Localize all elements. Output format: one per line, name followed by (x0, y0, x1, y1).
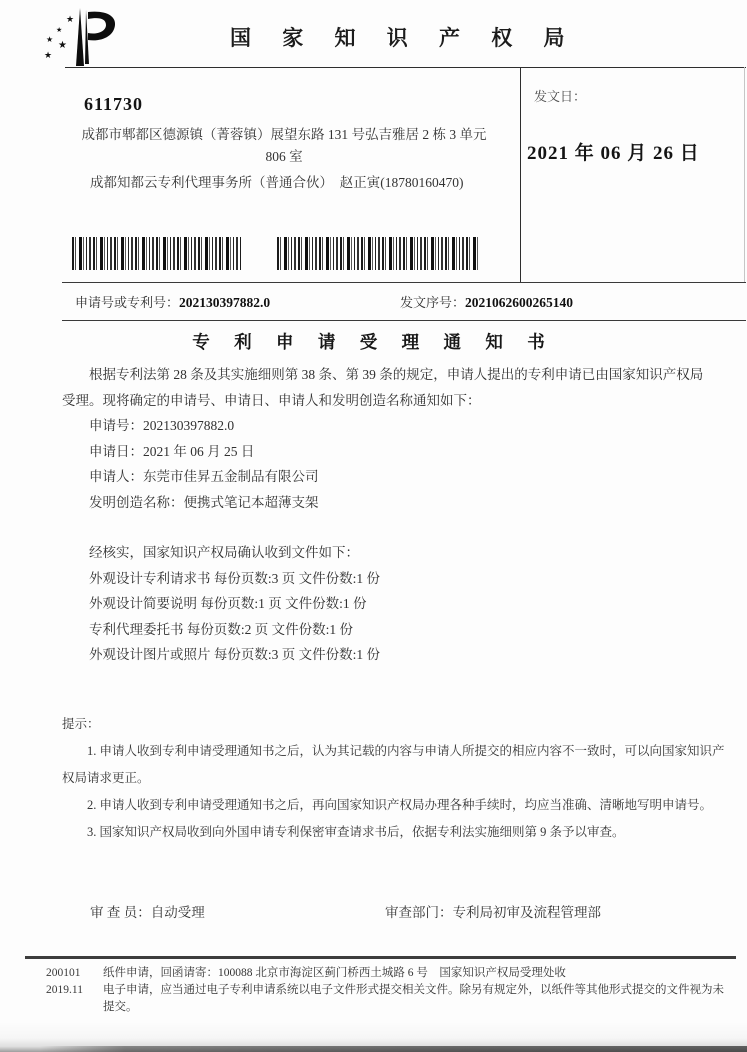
examiner-label: 审 查 员： (90, 905, 151, 920)
recipient-address (60, 124, 508, 168)
spacer (62, 515, 708, 540)
footer-row-paper (0, 965, 747, 982)
address-line-2: 806 室 (265, 149, 303, 164)
note-item: 1. 申请人收到专利申请受理通知书之后，认为其记载的内容与申请人所提交的相应内容不一致时，可以向国家知识产权局请求更正。 (62, 744, 725, 785)
field-value: 202130397882.0 (143, 418, 235, 433)
notes-section (62, 711, 726, 846)
barcode-left (72, 237, 241, 270)
document-body (62, 362, 708, 668)
received-documents (62, 540, 708, 668)
footer-row-electronic (0, 982, 747, 1016)
field-value: 2021 年 06 月 25 日 (143, 443, 255, 459)
field-value: 东莞市佳昇五金制品有限公司 (143, 469, 319, 484)
cnipa-logo-icon (36, 6, 122, 72)
divider-rule-1 (62, 282, 746, 283)
dispatch-box-left-border (520, 67, 521, 282)
barcode-right (277, 237, 478, 270)
examining-department (385, 901, 601, 921)
examiner-value: 自动受理 (150, 905, 205, 920)
field-label: 申请号： (89, 418, 143, 433)
footer-code: 200101 (46, 967, 81, 979)
application-number (75, 292, 270, 311)
postal-code: 611730 (84, 94, 144, 114)
field-invention-title (89, 490, 708, 516)
application-number-label: 申请号或专利号： (75, 295, 180, 310)
dispatch-number-label: 发文序号： (400, 295, 466, 310)
svg-text:★: ★ (46, 35, 54, 44)
agency-name: 国 家 知 识 产 权 局 (230, 26, 578, 50)
dispatch-box-right-border (744, 67, 745, 282)
svg-text:★: ★ (58, 40, 67, 51)
note-item: 3. 国家知识产权局收到向外国申请专利保密审查请求书后，依据专利法实施细则第 9 条予以审查。 (87, 825, 625, 839)
scan-edge-shadow (0, 1022, 747, 1052)
confirm-intro: 经核实，国家知识产权局确认收到文件如下： (89, 545, 359, 560)
document-item: 外观设计简要说明 每份页数:1 页 文件份数:1 份 (89, 596, 367, 611)
field-value: 便携式笔记本超薄支架 (183, 494, 319, 510)
department-label: 审查部门： (385, 905, 453, 920)
application-fields (62, 413, 708, 515)
svg-text:★: ★ (66, 14, 75, 24)
dispatch-date-value: 2021 年 06 月 26 日 (527, 143, 700, 164)
footer (0, 965, 747, 1016)
footer-text: 电子申请，应当通过电子专利申请系统以电子文件形式提交相关文件。除另有规定外，以纸件等其他形式提交的文件视为未提交。 (103, 984, 724, 1013)
document-title: 专 利 申 请 受 理 通 知 书 (192, 332, 555, 352)
address-line-1: 成都市郫都区德源镇（菁蓉镇）展望东路 131 号弘吉雅居 2 栋 3 单元 (81, 127, 487, 142)
document-item: 外观设计专利请求书 每份页数:3 页 文件份数:1 份 (89, 570, 381, 586)
dispatch-number-value: 2021062600265140 (465, 295, 574, 310)
document-item: 专利代理委托书 每份页数:2 页 文件份数:1 份 (89, 621, 354, 637)
field-application-date (89, 439, 708, 465)
field-applicant (89, 464, 708, 490)
svg-text:★: ★ (56, 26, 63, 34)
header-rule (65, 67, 746, 68)
body-paragraph-1: 根据专利法第 28 条及其实施细则第 38 条、第 39 条的规定，申请人提出的专利申请已由国家知识产权局受理。现将确定的申请号、申请日、申请人和发明创造名称通知如下： (62, 367, 704, 408)
document-item: 外观设计图片或照片 每份页数:3 页 文件份数:1 份 (89, 647, 381, 662)
department-value: 专利局初审及流程管理部 (452, 905, 601, 920)
footer-rule (25, 956, 736, 959)
divider-rule-2 (62, 320, 746, 321)
notes-title: 提示： (62, 717, 100, 731)
field-label: 申请人： (89, 469, 143, 484)
application-number-value: 202130397882.0 (179, 295, 271, 310)
field-label: 申请日： (89, 443, 143, 459)
footer-code: 2019.11 (46, 984, 83, 996)
field-application-no (89, 413, 708, 439)
field-label: 发明创造名称： (89, 494, 184, 510)
footer-text: 纸件申请，回函请寄：100088 北京市海淀区蓟门桥西土城路 6 号 国家知识产权局受理处收 (103, 967, 566, 979)
dispatch-date-label: 发文日： (534, 89, 587, 104)
dispatch-number (400, 292, 573, 311)
examiner (90, 901, 205, 921)
agency-line: 成都知都云专利代理事务所（普通合伙） 赵正寅(18780160470) (90, 175, 464, 190)
note-item: 2. 申请人收到专利申请受理通知书之后，再向国家知识产权局办理各种手续时，均应当准确、清晰地写明申请号。 (87, 798, 713, 812)
svg-text:★: ★ (44, 50, 53, 60)
